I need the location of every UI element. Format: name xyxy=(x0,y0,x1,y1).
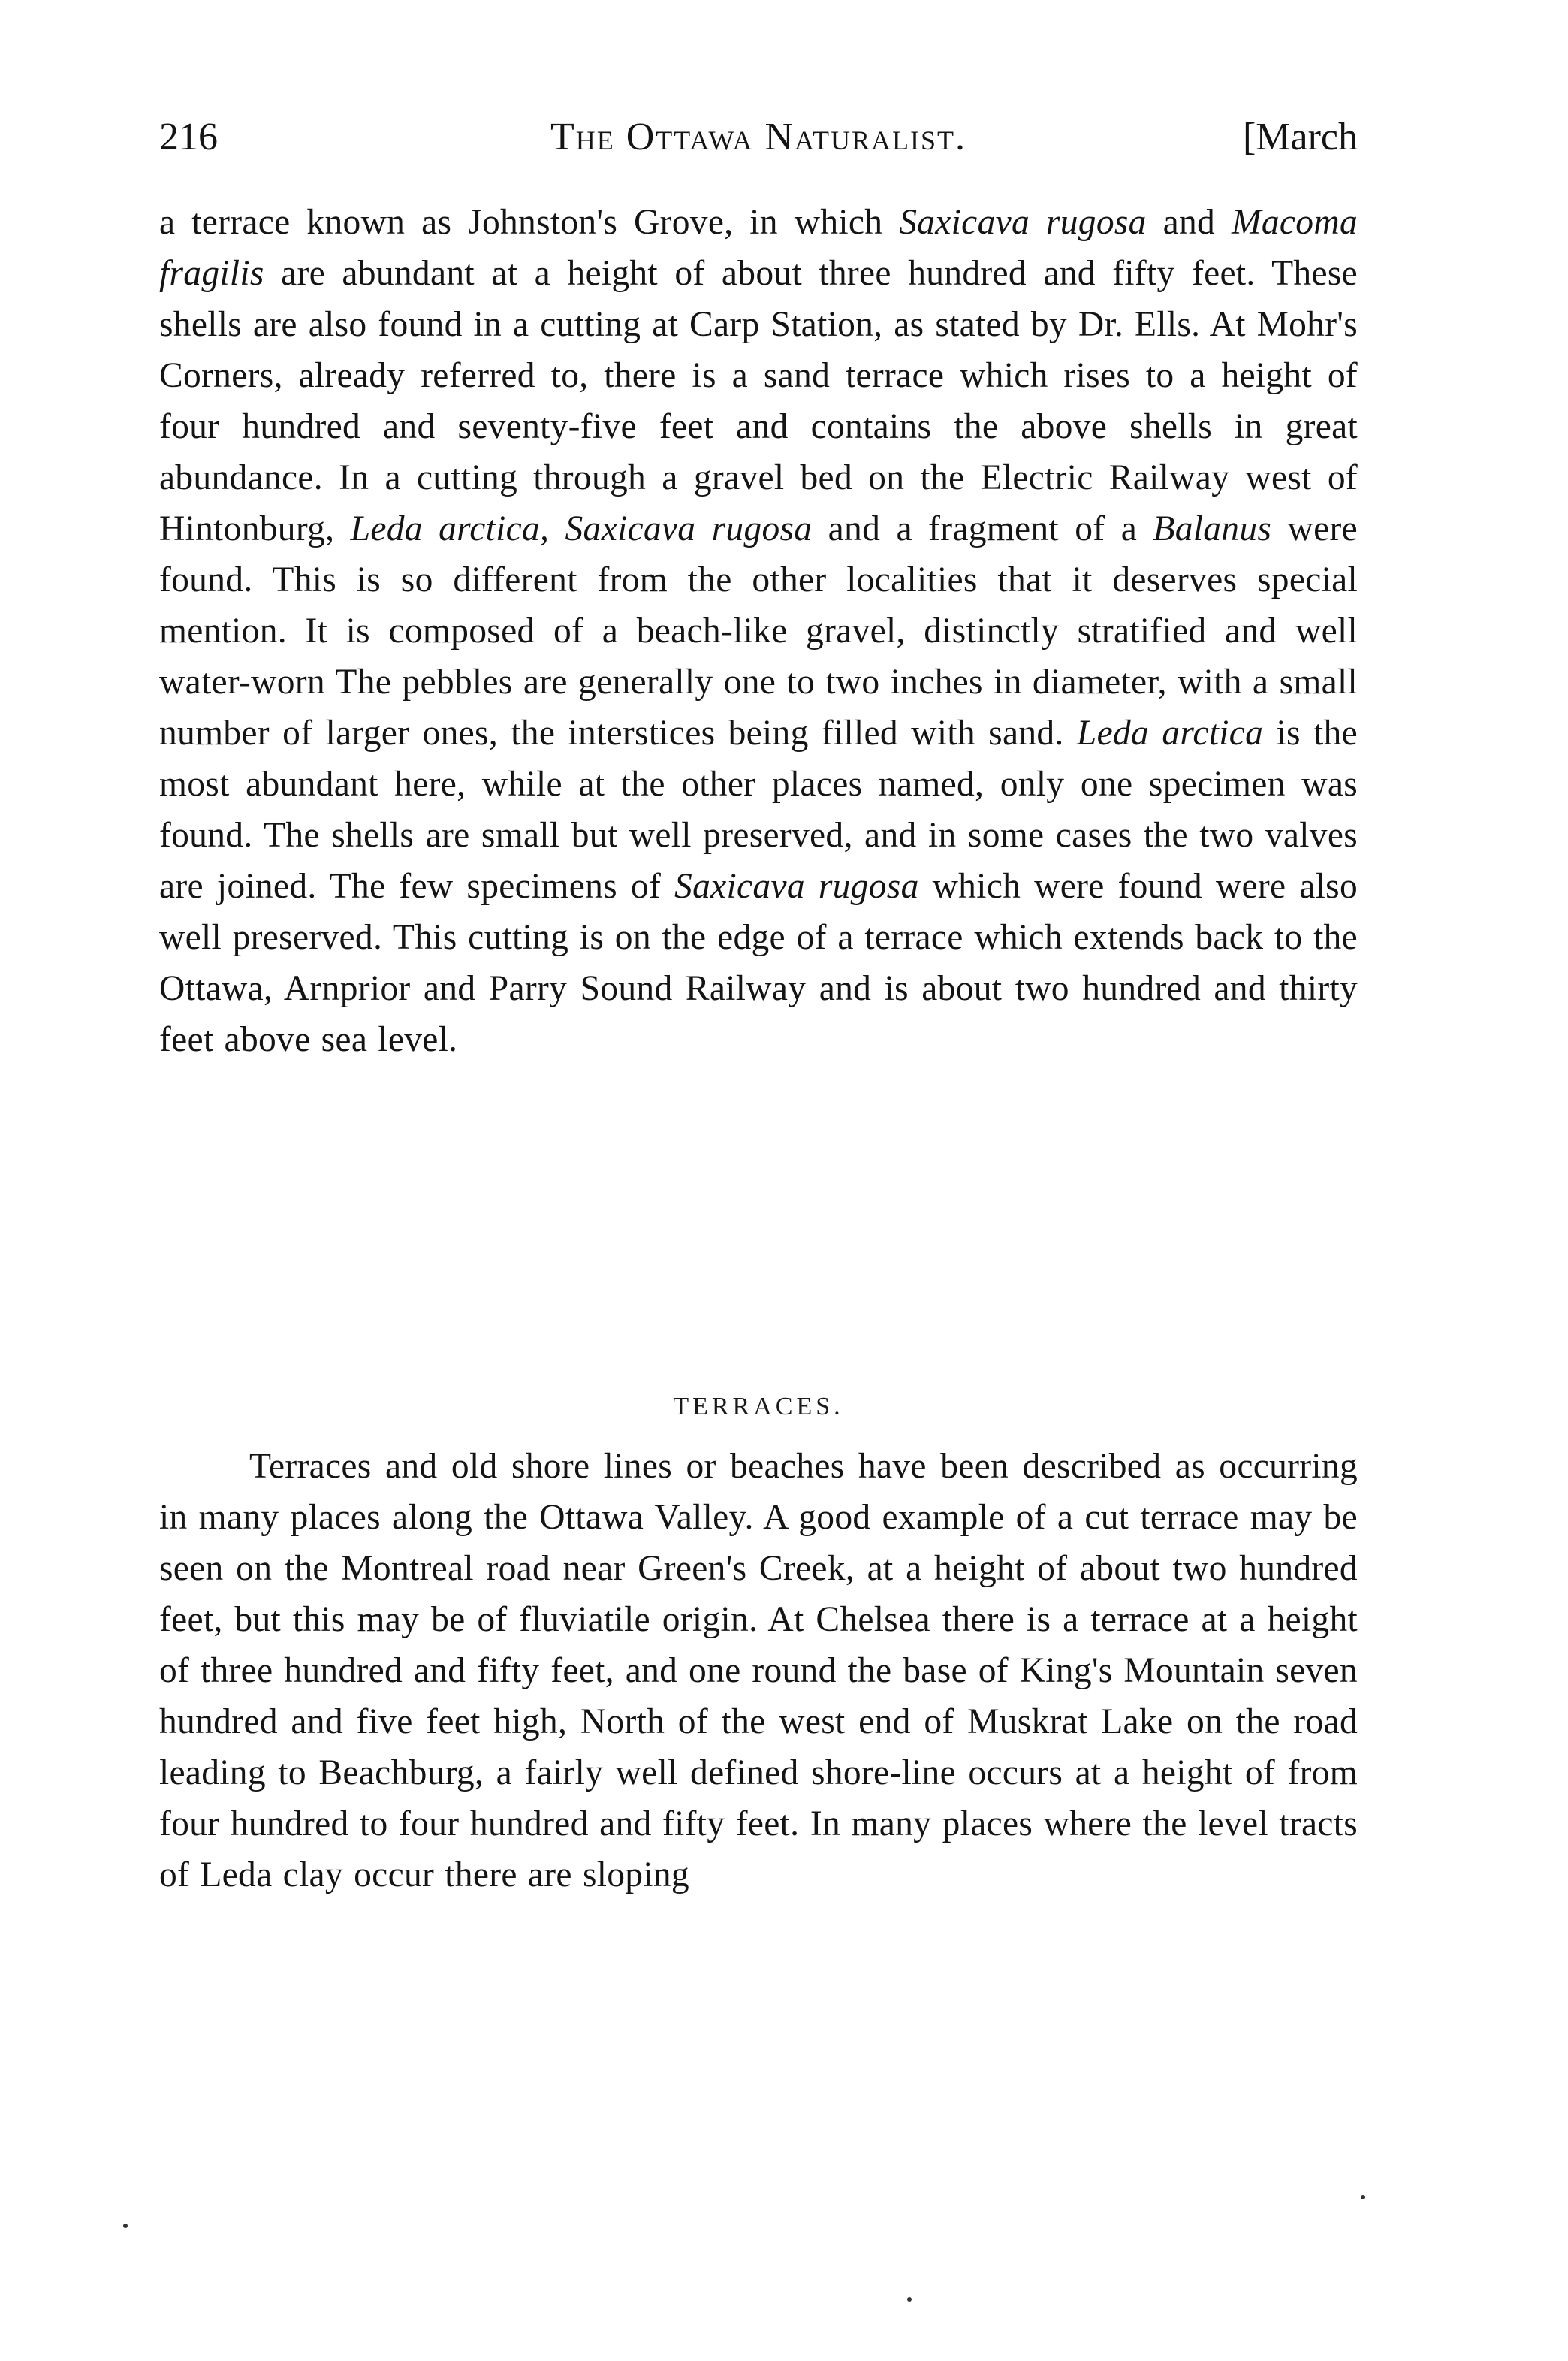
paragraph-text xyxy=(159,197,1358,1065)
running-title: The Ottawa Naturalist. xyxy=(550,116,967,159)
text-run: is the most abundant here, while at the other places named, only one specimen was found. The shells are small but well preserved, and in some cases the two valves are joined. The few specimens of xyxy=(159,714,1358,906)
body-paragraph-1 xyxy=(159,197,1358,1065)
text-run: and xyxy=(1146,203,1232,242)
page-header xyxy=(159,111,1358,164)
section-heading: TERRACES. xyxy=(673,1393,844,1421)
text-run: were found. This is so different from the other localities that it deserves special mention. It is composed of a beach-like gravel, distinctly stratified and well water-worn The pebbles are generally one to two inches in diameter, with a small number of larger ones, the interstices being filled with sand. xyxy=(159,509,1358,753)
species-name: Saxicava rugosa xyxy=(899,203,1147,242)
species-name: Leda arctica xyxy=(1076,714,1264,753)
text-run: and a fragment of a xyxy=(812,509,1153,548)
print-speck xyxy=(123,2224,128,2228)
paragraph-text: Terraces and old shore lines or beaches have been described as occurring in many places along the Ottawa Valley. A good example of a cut terrace may be seen on the Montreal road near Green's Creek, at a height of about two hundred feet, but this may be of fluviatile origin. At Chelsea there is a terrace at a height of three hundred and fifty feet, and one round the base of King's Mountain seven hundred and five feet high, North of the west end of Muskrat Lake on the road leading to Beachburg, a fairly well defined shore-line occurs at a height of from four hundred to four hundred and fifty feet. In many places where the level tracts of Leda clay occur there are sloping xyxy=(159,1447,1358,1895)
species-name: Saxicava rugosa xyxy=(674,867,919,906)
print-speck xyxy=(907,2297,912,2302)
species-name: Macoma fragilis xyxy=(159,203,1358,293)
text-run: are abundant at a height of about three hundred and fifty feet. These shells are also found in a cutting at Carp Station, as stated by Dr. Ells. At Mohr's Corners, already referred to, there is a sand terrace which rises to a height of four hundred and seventy-five feet and contains the above shells in great abundance. In a cutting through a gravel bed on the Electric Railway west of Hintonburg, xyxy=(159,254,1358,548)
text-run: a terrace known as Johnston's Grove, in which xyxy=(159,203,900,242)
species-name: Leda arctica, Saxicava rugosa xyxy=(350,509,813,548)
print-speck xyxy=(1361,2195,1365,2199)
page-number: 216 xyxy=(159,116,218,159)
issue-month: [March xyxy=(1242,116,1358,159)
text-run: which were found were also well preserved. This cutting is on the edge of a terrace which extends back to the Ottawa, Arnprior and Parry Sound Railway and is about two hundred and thirty feet above sea level. xyxy=(159,867,1358,1059)
body-paragraph-2 xyxy=(159,1441,1358,1901)
species-name: Balanus xyxy=(1153,509,1272,548)
